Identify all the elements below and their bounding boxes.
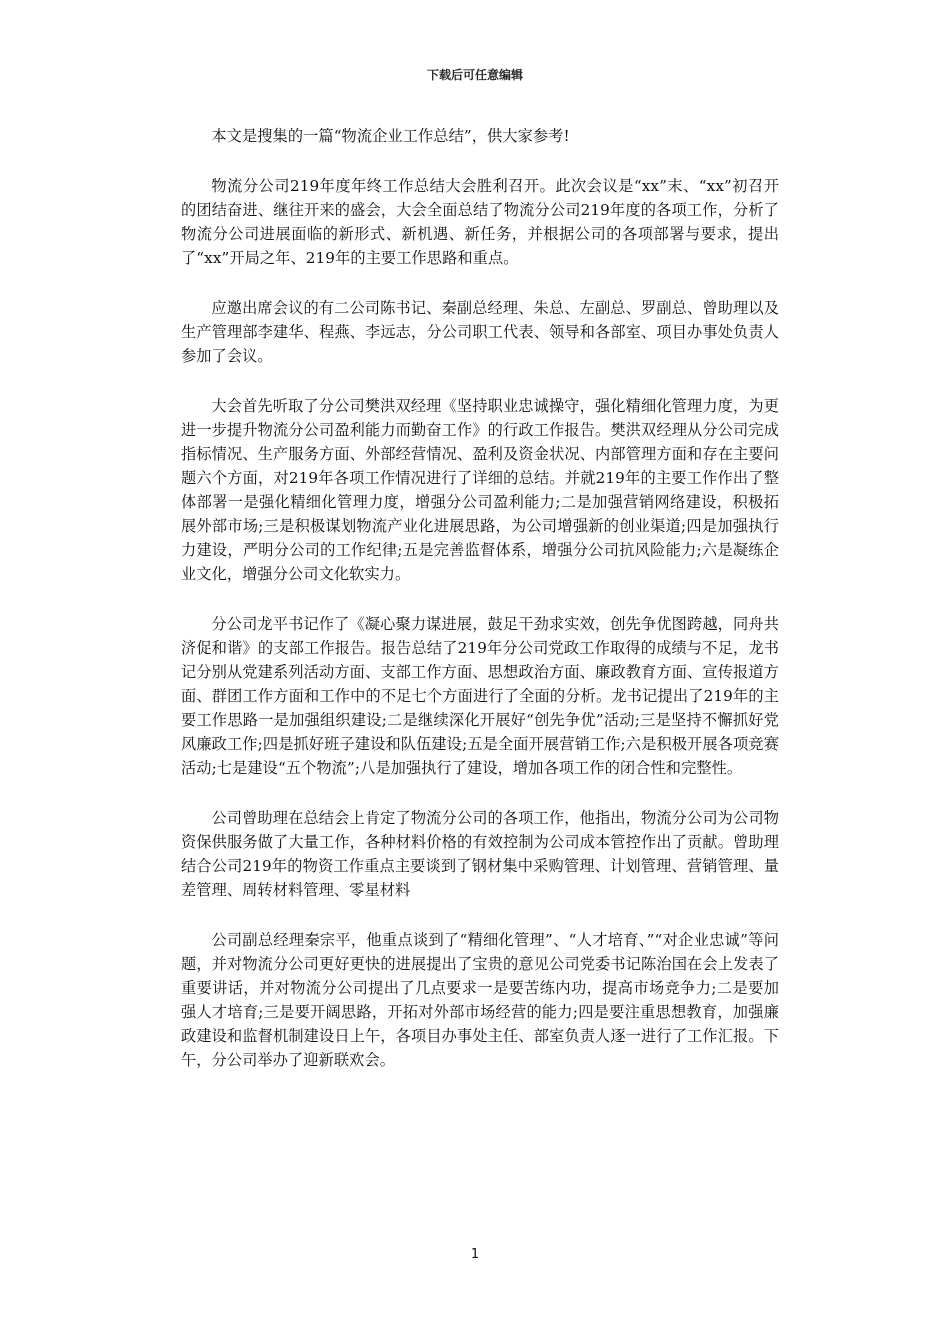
paragraph-intro: 本文是搜集的一篇“物流企业工作总结”，供大家参考! bbox=[211, 127, 570, 145]
page-number: 1 bbox=[470, 1247, 480, 1262]
paragraph-attendees: 应邀出席会议的有二公司陈书记、秦副总经理、朱总、左副总、罗副总、曾助理以及生产管理部李建华、程燕、李远志，分公司职工代表、领导和各部室、项目办事处负责人参加了会议。 bbox=[181, 299, 779, 365]
document-body bbox=[181, 124, 779, 1098]
paragraph-administrative-report: 大会首先听取了分公司樊洪双经理《坚持职业忠诚操守，强化精细化管理力度，为更进一步提升物流分公司盈利能力而勤奋工作》的行政工作报告。樊洪双经理从分公司完成指标情况、生产服务方面、外部经营情况、盈利及资金状况、内部管理方面和存在主要问题六个方面，对219年各项工作情况进行了详细的总结。并就219年的主要工作作出了整体部署一是强化精细化管理力度，增强分公司盈利能力;二是加强营销网络建设，积极拓展外部市场;三是积极谋划物流产业化进展思路，为公司增强新的创业渠道;四是加强执行力建设，严明分公司的工作纪律;五是完善监督体系，增强分公司抗风险能力;六是凝练企业文化，增强分公司文化软实力。 bbox=[181, 397, 779, 583]
paragraph-assistant-remarks: 公司曾助理在总结会上肯定了物流分公司的各项工作，他指出，物流分公司为公司物资保供服务做了大量工作，各种材料价格的有效控制为公司成本管控作出了贡献。曾助理结合公司219年的物资工作重点主要谈到了钢材集中采购管理、计划管理、营销管理、量差管理、周转材料管理、零星材料 bbox=[181, 809, 779, 899]
paragraph-branch-report: 分公司龙平书记作了《凝心聚力谋进展，鼓足干劲求实效，创先争优图跨越，同舟共济促和谐》的支部工作报告。报告总结了219年分公司党政工作取得的成绩与不足，龙书记分别从党建系列活动方面、支部工作方面、思想政治方面、廉政教育方面、宣传报道方面、群团工作方面和工作中的不足七个方面进行了全面的分析。龙书记提出了219年的主要工作思路一是加强组织建设;二是继续深化开展好“创先争优”活动;三是坚持不懈抓好党风廉政工作;四是抓好班子建设和队伍建设;五是全面开展营销工作;六是积极开展各项竞赛活动;七是建设“五个物流”;八是加强执行了建设，增加各项工作的闭合性和完整性。 bbox=[181, 615, 779, 777]
header-note: 下载后可任意编辑 bbox=[426, 68, 523, 82]
paragraph-meeting-overview: 物流分公司219年度年终工作总结大会胜利召开。此次会议是“xx”末、“xx”初召开的团结奋进、继往开来的盛会，大会全面总结了物流分公司219年度的各项工作，分析了物流分公司进展面临的新形式、新机遇、新任务，并根据公司的各项部署与要求，提出了“xx”开局之年、219年的主要工作思路和重点。 bbox=[181, 177, 779, 267]
paragraph-deputy-remarks: 公司副总经理秦宗平，他重点谈到了“精细化管理”、“人才培育、”“对企业忠诚”等问题，并对物流分公司更好更快的进展提出了宝贵的意见公司党委书记陈治国在会上发表了重要讲话，并对物流分公司提出了几点要求一是要苦练内功，提高市场竞争力;二是要加强人才培育;三是要开阔思路，开拓对外部市场经营的能力;四是要注重思想教育，加强廉政建设和监督机制建设日上午，各项目办事处主任、部室负责人逐一进行了工作汇报。下午，分公司举办了迎新联欢会。 bbox=[181, 931, 779, 1069]
